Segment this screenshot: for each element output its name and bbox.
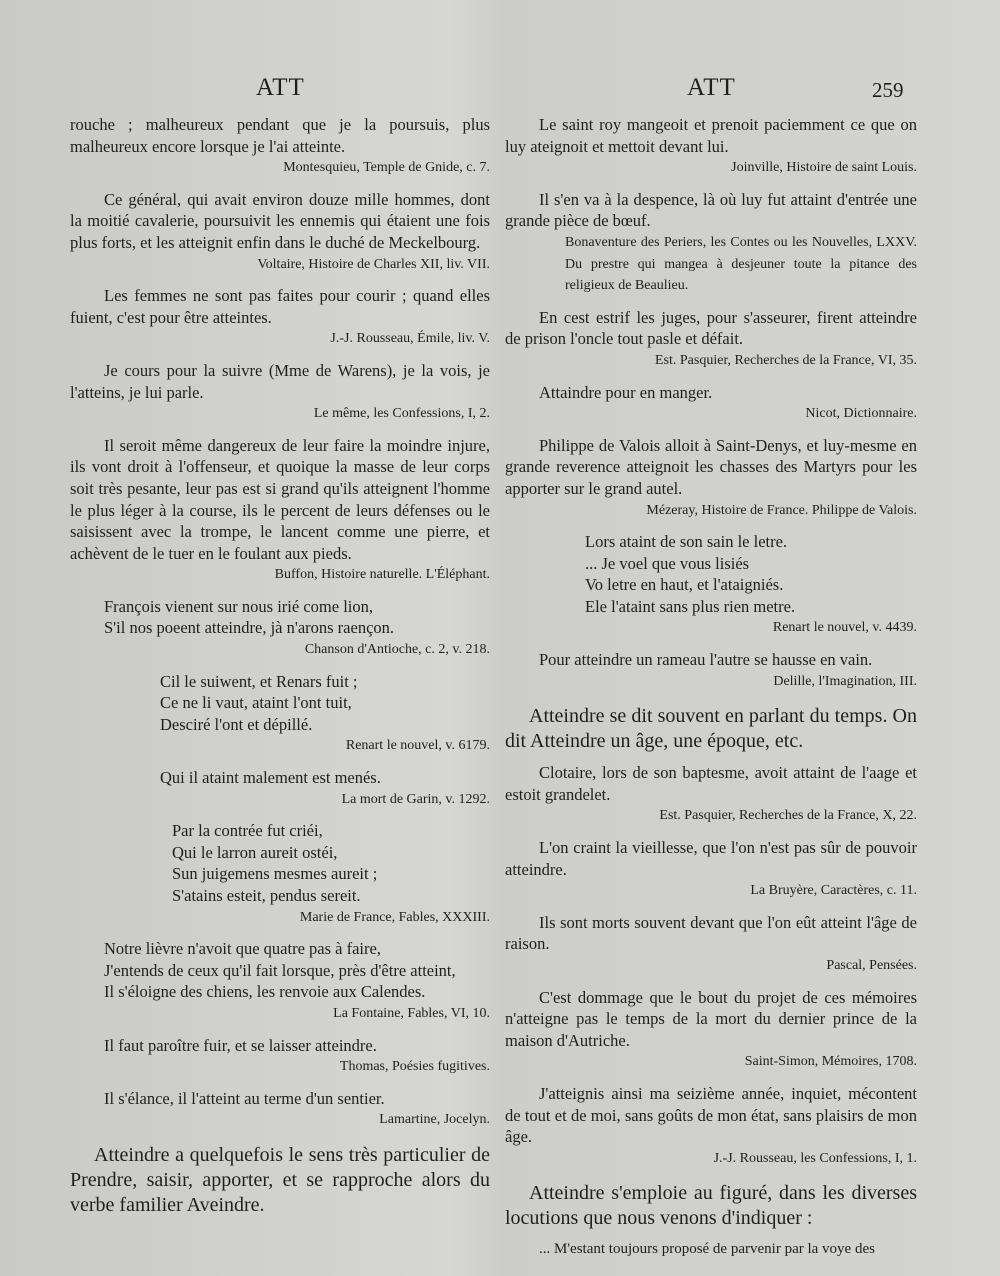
verse-block bbox=[104, 1088, 490, 1110]
verse-line: Desciré l'ont et dépillé. bbox=[160, 714, 313, 734]
quote-text: Attaindre pour en manger. bbox=[539, 382, 713, 402]
page-number: 259 bbox=[872, 78, 904, 102]
verse-line: Cil le suiwent, et Renars fuit ; bbox=[160, 671, 358, 691]
quote-citation: Chanson d'Antioche, c. 2, v. 218. bbox=[304, 642, 490, 658]
quote-text: Je cours pour la suivre (Mme de Warens), je la vois, je l'atteins, je lui parle. bbox=[70, 360, 490, 402]
verse-line: François vienent sur nous irié come lion, bbox=[104, 596, 373, 616]
quote-citation: Est. Pasquier, Recherches de la France, X, 22. bbox=[659, 808, 917, 824]
quote-text: Le saint roy mangeoit et prenoit paciemment ce que on luy ateignoit et mettoit devant lui. bbox=[505, 115, 917, 156]
quote-text: C'est dommage que le bout du projet de ces mémoires n'atteigne pas le temps de la mort du dernier prince de la maison d'Autriche. bbox=[505, 987, 917, 1050]
verse-line: Pour atteindre un rameau l'autre se hausse en vain. bbox=[539, 650, 873, 670]
quote-citation: Saint-Simon, Mémoires, 1708. bbox=[744, 1054, 917, 1070]
verse-line: Ele l'ataint sans plus rien metre. bbox=[585, 596, 796, 616]
quote-citation: Pascal, Pensées. bbox=[826, 958, 917, 973]
verse-line: Il faut paroître fuir, et se laisser atteindre. bbox=[104, 1035, 377, 1055]
verse-block bbox=[539, 649, 917, 671]
quote-citation: Marie de France, Fables, XXXIII. bbox=[299, 909, 490, 925]
quote-citation: J.-J. Rousseau, Émile, liv. V. bbox=[330, 331, 490, 347]
quote-text: Ce général, qui avait environ douze mille hommes, dont la moitié cavalerie, poursuivit les ennemis qui étaient une fois plus forts, et les atteignit enfin dans le duché de Meckelbourg. bbox=[70, 189, 490, 252]
quote-citation: Delille, l'Imagination, III. bbox=[773, 673, 917, 689]
verse-line: Par la contrée fut criéi, bbox=[172, 821, 323, 841]
quote-citation: La Fontaine, Fables, VI, 10. bbox=[333, 1005, 490, 1021]
quote-citation: Nicot, Dictionnaire. bbox=[805, 406, 917, 422]
verse-line: S'il nos poeent atteindre, jà n'arons raençon. bbox=[104, 618, 395, 638]
verse-line: Notre lièvre n'avoit que quatre pas à faire, bbox=[104, 939, 381, 959]
verse-line: S'atains esteit, pendus sereit. bbox=[172, 886, 361, 905]
quote-text: En cest estrif les juges, pour s'asseurer, firent atteindre de prison l'oncle tout pasle et défait. bbox=[505, 307, 917, 349]
quote-citation: Mézeray, Histoire de France. Philippe de Valois. bbox=[646, 502, 917, 518]
verse-line: Ce ne li vaut, ataint l'ont tuit, bbox=[160, 693, 352, 713]
running-head-left: ATT bbox=[256, 74, 305, 101]
verse-line: Il s'élance, il l'atteint au terme d'un sentier. bbox=[104, 1088, 385, 1108]
quote-citation: Lamartine, Jocelyn. bbox=[379, 1112, 490, 1128]
verse-line: Sun juigemens mesmes aureit ; bbox=[172, 864, 378, 884]
quote-citation: Voltaire, Histoire de Charles XII, liv. VII. bbox=[257, 256, 490, 272]
verse-line: Qui le larron aureit ostéi, bbox=[172, 842, 338, 862]
verse-block bbox=[104, 596, 490, 639]
verse-line: J'entends de ceux qu'il fait lorsque, près d'être atteint, bbox=[104, 960, 456, 980]
verse-line: Il s'éloigne des chiens, les renvoie aux Calendes. bbox=[104, 982, 426, 1002]
verse-line: Lors ataint de son sain le letre. bbox=[585, 532, 788, 552]
section-definition: Atteindre se dit souvent en parlant du temps. On dit Atteindre un âge, une époque, etc. bbox=[505, 705, 917, 753]
running-head-right: ATT bbox=[687, 74, 736, 101]
quote-citation: La mort de Garin, v. 1292. bbox=[341, 791, 490, 807]
quote-text: Clotaire, lors de son baptesme, avoit attaint de l'aage et estoit grandelet. bbox=[505, 763, 917, 804]
quote-citation: Renart le nouvel, v. 4439. bbox=[772, 620, 917, 636]
quote-citation: Renart le nouvel, v. 6179. bbox=[345, 738, 490, 754]
quote-citation: Joinville, Histoire de saint Louis. bbox=[731, 160, 917, 176]
quote-text: Les femmes ne sont pas faites pour courir ; quand elles fuient, c'est pour être atteintes. bbox=[70, 286, 490, 327]
verse-block bbox=[104, 938, 490, 1003]
left-column bbox=[70, 114, 490, 1226]
quote-citation: Bonaventure des Periers, les Contes ou les Nouvelles, LXXV. Du prestre qui mangea à desjeuner toute la pitance des religieux de Beaulieu. bbox=[565, 234, 917, 294]
quote-text: Philippe de Valois alloit à Saint-Denys, et luy-mesme en grande reverence atteignoit les chasses des Martyrs pour les apporter sur le grand autel. bbox=[505, 435, 917, 498]
verse-block bbox=[172, 820, 490, 906]
quote-citation: Le même, les Confessions, I, 2. bbox=[313, 406, 490, 422]
quote-citation: Est. Pasquier, Recherches de la France, VI, 35. bbox=[655, 352, 917, 368]
section-definition: Atteindre s'emploie au figuré, dans les diverses locutions que nous venons d'indiquer : bbox=[505, 1182, 917, 1230]
quote-text: Il seroit même dangereux de leur faire la moindre injure, ils vont droit à l'offenseur, et quoique la masse de leur corps soit très pesante, leur pas est si grand qu'ils atteignent l'homme le plus léger à la course, ils le percent de leurs défenses ou le saisissent avec la trompe, le lancent comme une pierre, et achèvent de le tuer en le foulant aux pieds. bbox=[70, 435, 490, 563]
quote-text: ... M'estant toujours proposé de parvenir par la voye des bbox=[539, 1241, 875, 1258]
verse-line: ... Je voel que vous lisiés bbox=[585, 553, 750, 573]
quote-citation: La Bruyère, Caractères, c. 11. bbox=[750, 883, 917, 899]
verse-block bbox=[160, 671, 490, 736]
quote-text: Il s'en va à la despence, là où luy fut attaint d'entrée une grande pièce de bœuf. bbox=[505, 189, 917, 231]
right-column bbox=[505, 114, 917, 1261]
quote-citation: Buffon, Histoire naturelle. L'Éléphant. bbox=[274, 567, 490, 583]
quote-text: J'atteignis ainsi ma seizième année, inquiet, mécontent de tout et de moi, sans goûts de mon état, sans plaisirs de mon âge. bbox=[505, 1083, 917, 1147]
quote-text: rouche ; malheureux pendant que je la poursuis, plus malheureux encore lorsque je l'ai atteinte. bbox=[70, 115, 490, 156]
verse-block bbox=[585, 531, 917, 617]
verse-block bbox=[104, 1035, 490, 1057]
quote-citation: Thomas, Poésies fugitives. bbox=[339, 1059, 490, 1075]
verse-line: Vo letre en haut, et l'ataigniés. bbox=[585, 575, 784, 595]
quote-citation: J.-J. Rousseau, les Confessions, I, 1. bbox=[713, 1150, 917, 1166]
verse-line: Qui il ataint malement est menés. bbox=[160, 768, 381, 788]
quote-citation: Montesquieu, Temple de Gnide, c. 7. bbox=[283, 160, 490, 176]
quote-text: Ils sont morts souvent devant que l'on eût atteint l'âge de raison. bbox=[505, 912, 917, 954]
verse-block bbox=[160, 767, 490, 789]
quote-text: L'on craint la vieillesse, que l'on n'est pas sûr de pouvoir atteindre. bbox=[505, 838, 917, 879]
section-definition: Atteindre a quelquefois le sens très particulier de Prendre, saisir, apporter, et se rapproche alors du verbe familier Aveindre. bbox=[70, 1143, 490, 1216]
